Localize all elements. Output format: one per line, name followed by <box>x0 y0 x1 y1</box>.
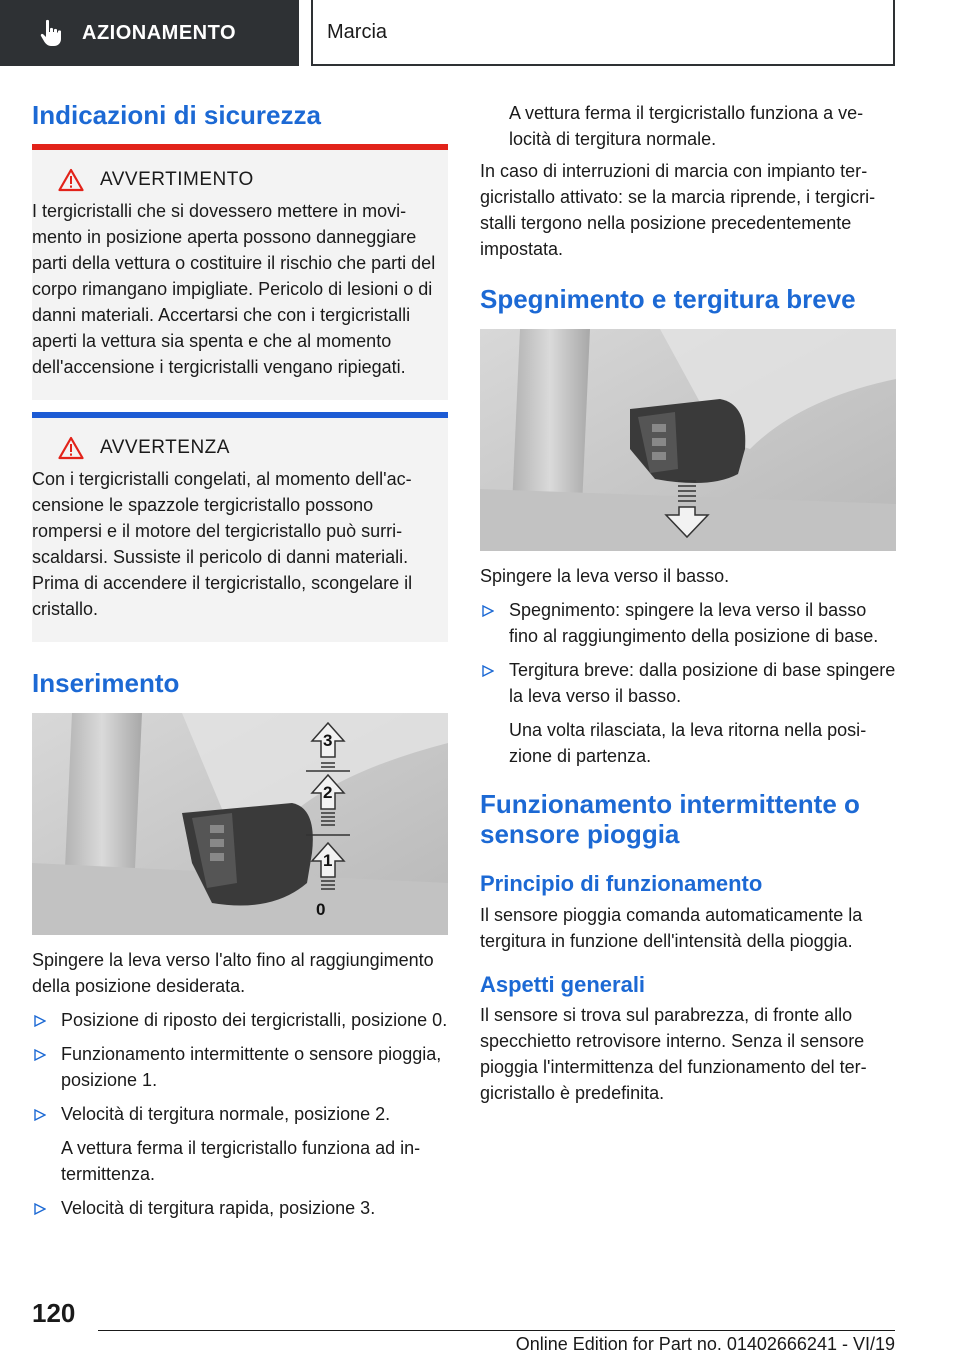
list-item: Posizione di riposto dei tergicristalli, posizione 0. <box>32 1007 448 1033</box>
bullet-triangle-icon <box>482 605 494 617</box>
header-chapter <box>311 0 895 66</box>
right-column <box>480 100 896 1106</box>
lever-position-label-2: 2 <box>323 783 333 803</box>
interval-heading: Funzionamento intermittente o sensore pioggia <box>480 789 860 850</box>
principle-text: Il sensore pioggia comanda automaticamente la tergitura in funzione dell'intensità della pioggia. <box>480 904 863 951</box>
off-list <box>480 597 896 709</box>
lever-position-label-3: 3 <box>323 731 333 751</box>
wiper-lever-down-illustration <box>480 329 896 551</box>
left-column <box>32 100 448 1221</box>
wiper-lever-up-figure <box>32 713 448 935</box>
list-item: Velocità di tergitura rapida, posizione 3. <box>32 1195 448 1221</box>
continued-note: A vettura ferma il tergicristallo funziona a velocità di tergitura normale. <box>509 103 864 149</box>
warning-label: AVVERTIMENTO <box>100 169 254 190</box>
off-list-note: Una volta rilasciata, la leva ritorna nella posizione di partenza. <box>509 720 867 767</box>
lever-position-label-0: 0 <box>316 900 326 920</box>
interrupt-text: In caso di interruzioni di marcia con impianto tergicristallo attivato: se la marcia riprende, i tergicristalli tergono nella posizione precedentemente impostata. <box>480 161 876 259</box>
list-item: Funzionamento intermittente o sensore pioggia, posizione 1. <box>32 1041 448 1093</box>
bullet-triangle-icon <box>34 1203 46 1215</box>
footer-edition: Online Edition for Part no. 01402666241 - VI/19 <box>515 1334 895 1354</box>
list-item: Spegnimento: spingere la leva verso il basso fino al raggiungimento della posizione di base. <box>480 597 896 649</box>
bullet-triangle-icon <box>34 1015 46 1027</box>
caution-box <box>32 412 448 642</box>
wiper-lever-down-figure <box>480 329 896 551</box>
hand-pointer-icon <box>36 17 68 49</box>
header-section-title: AZIONAMENTO <box>82 21 237 44</box>
general-heading: Aspetti generali <box>480 971 646 997</box>
bullet-triangle-icon <box>34 1109 46 1121</box>
off-heading: Spegnimento e tergitura breve <box>480 284 856 314</box>
inserimento-intro: Spingere la leva verso l'alto fino al raggiungimento della posizione desiderata. <box>32 950 434 997</box>
principle-heading: Principio di funzionamento <box>480 871 763 897</box>
inserimento-heading: Inserimento <box>32 668 180 698</box>
caution-label: AVVERTENZA <box>100 437 230 458</box>
safety-heading: Indicazioni di sicurezza <box>32 100 321 130</box>
warning-text: I tergicristalli che si dovessero mettere in movimento in posizione aperta possono danneggiare parti della vettura o costituire il rischio che parti del corpo rimangano impigliate. Pericolo di lesioni o di danni materiali. Accertarsi che con i tergicristalli aperti la vettura sia spenta e che al momento dell'accensione i tergicristalli vengano ripiegati. <box>32 201 436 377</box>
header-chapter-title: Marcia <box>327 20 388 43</box>
bullet-triangle-icon <box>482 665 494 677</box>
footer-divider <box>98 1330 895 1331</box>
list-item: Tergitura breve: dalla posizione di base spingere la leva verso il basso. <box>480 657 896 709</box>
list-item: Velocità di tergitura normale, posizione 2. <box>32 1101 448 1127</box>
warning-triangle-icon <box>58 168 84 192</box>
header-section-tab <box>0 0 299 66</box>
lever-position-label-1: 1 <box>323 851 333 871</box>
list-item-note: A vettura ferma il tergicristallo funziona ad intermittenza. <box>61 1138 421 1185</box>
bullet-triangle-icon <box>34 1049 46 1061</box>
wiper-lever-up-illustration <box>32 713 448 935</box>
general-text: Il sensore si trova sul parabrezza, di fronte allo specchietto retrovisore interno. Senza il sensore pioggia l'intermittenza del funzionamento del tergicristallo è predefinita. <box>480 1004 867 1103</box>
off-intro: Spingere la leva verso il basso. <box>480 566 730 587</box>
lever-positions-list <box>32 1007 448 1127</box>
warning-box <box>32 144 448 400</box>
caution-triangle-icon <box>58 436 84 460</box>
caution-text: Con i tergicristalli congelati, al momento dell'accensione le spazzole tergicristallo possono rompersi e il motore del tergicristallo può surriscaldarsi. Sussiste il pericolo di danni materiali. Prima di accendere il tergicristallo, scongelare il cristallo. <box>32 469 413 619</box>
page-number: 120 <box>32 1298 76 1328</box>
